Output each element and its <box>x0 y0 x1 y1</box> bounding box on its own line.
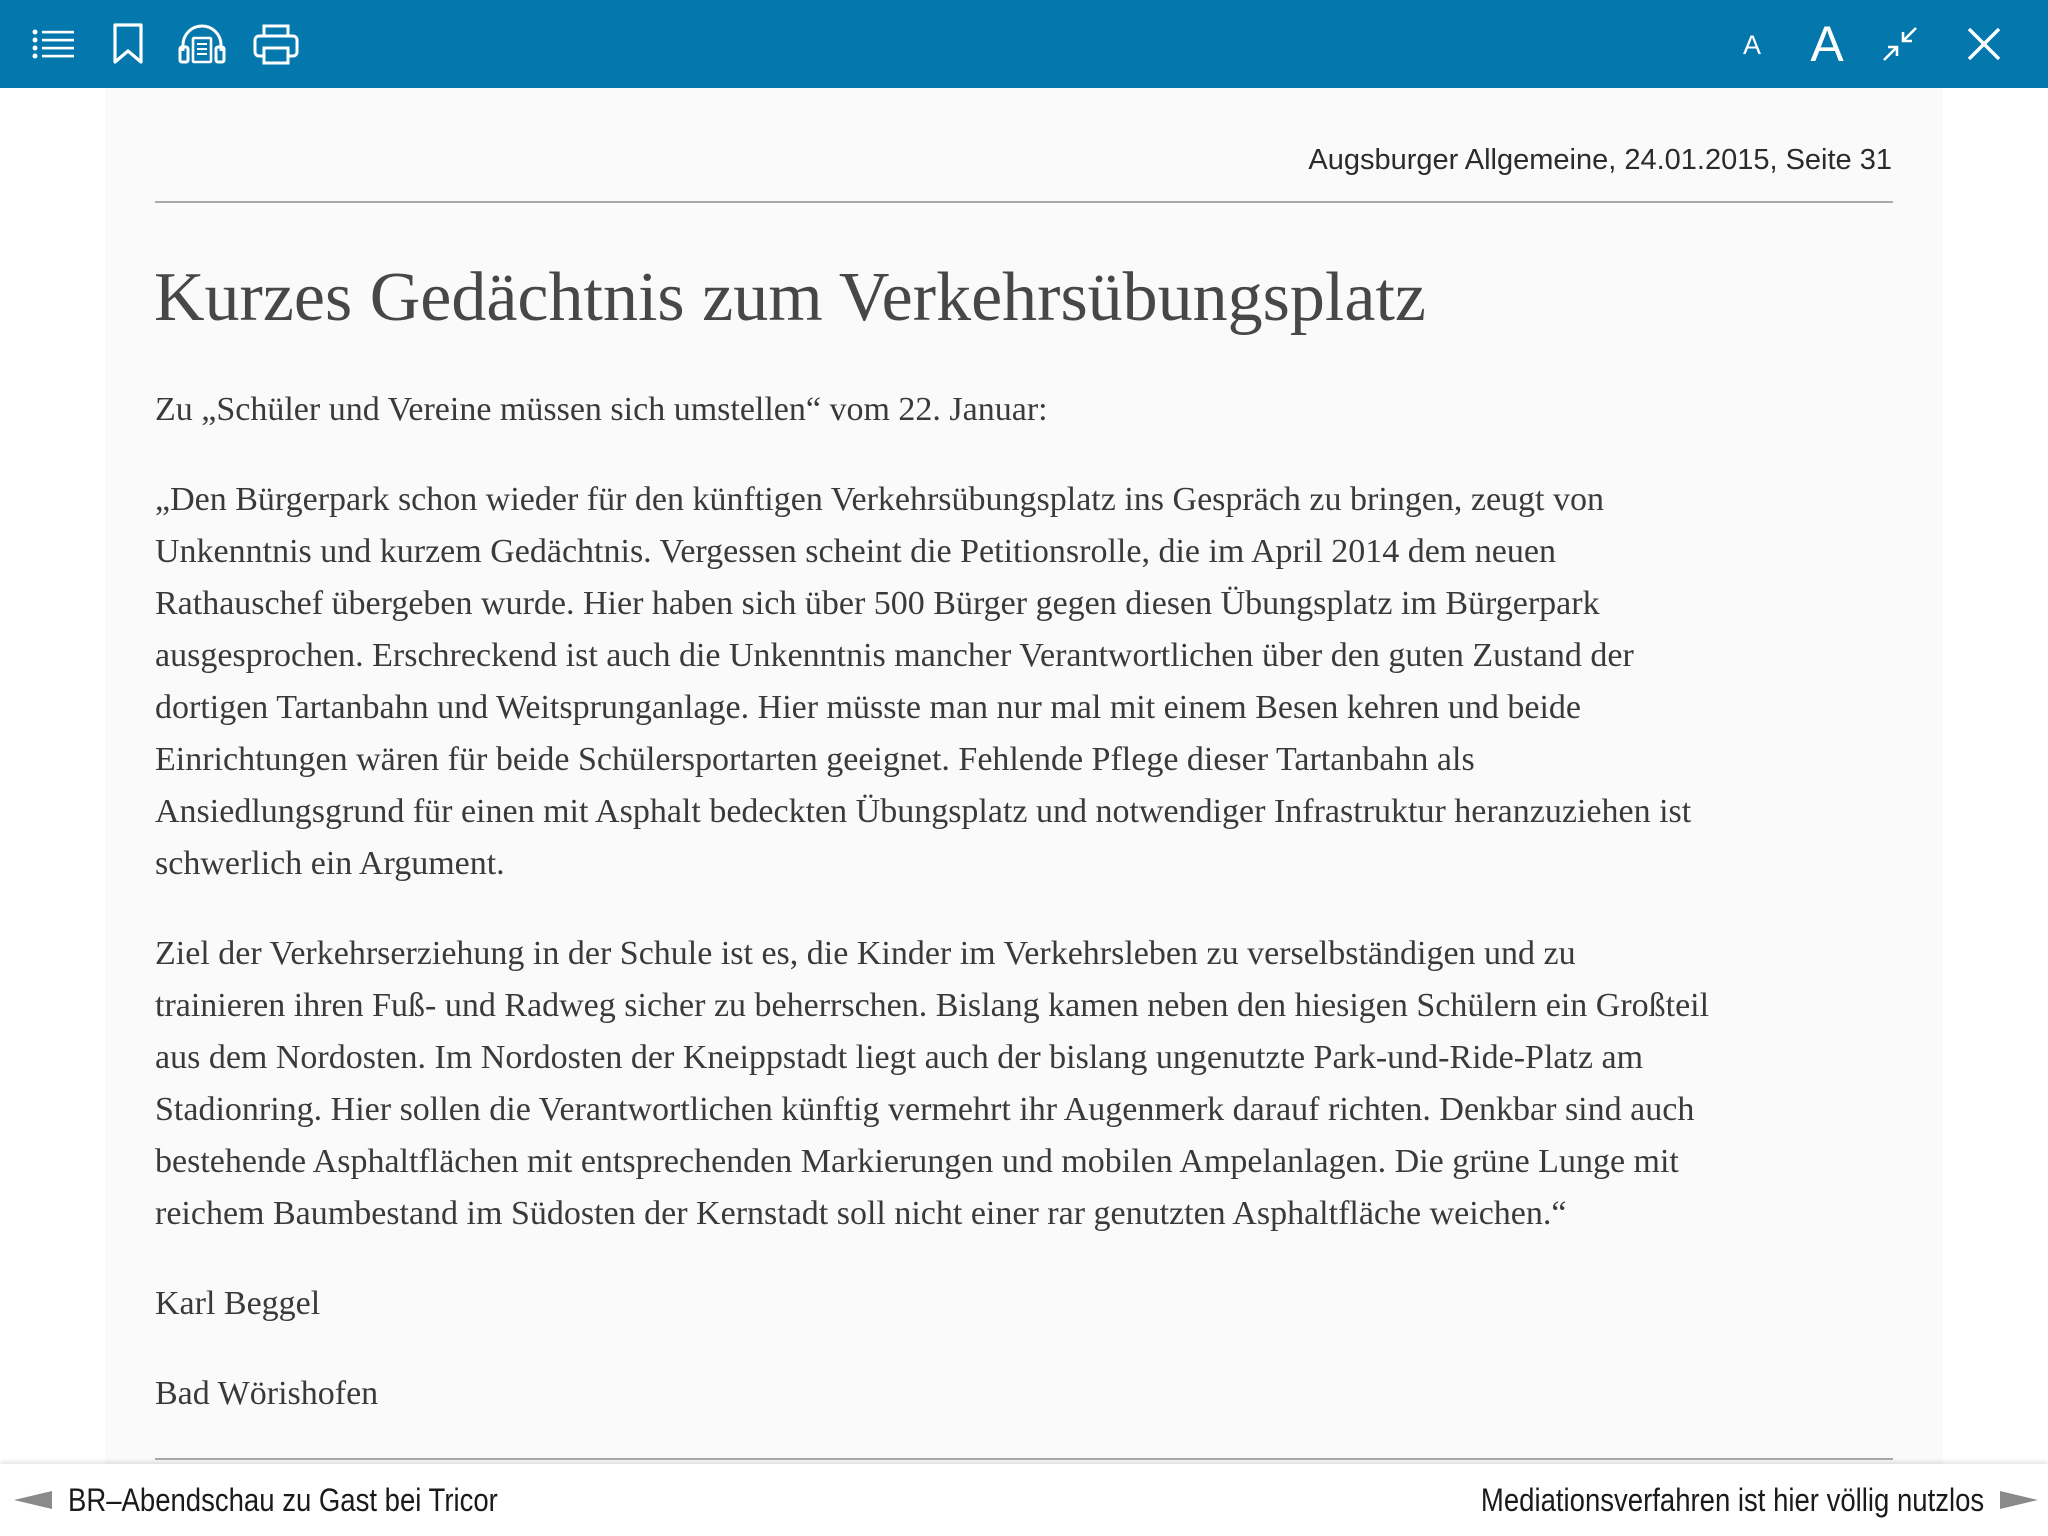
article-location: Bad Wörishofen <box>155 1375 379 1412</box>
next-article-link[interactable] <box>1399 1474 2038 1526</box>
article-panel <box>105 88 1943 1464</box>
decrease-font-button[interactable]: A <box>1742 30 1761 60</box>
headphones-icon[interactable] <box>172 14 232 74</box>
article-intro: Zu „Schüler und Vereine müssen sich umstellen“ vom 22. Januar: <box>155 391 1048 428</box>
previous-article-link[interactable] <box>14 1474 568 1526</box>
article-headline: Kurzes Gedächtnis zum Verkehrsübungsplatz <box>154 259 1426 336</box>
article-body <box>155 384 1895 1458</box>
article-paragraph-1: „Den Bürgerpark schon wieder für den künftigen Verkehrsübungsplatz ins Gespräch zu bringen, zeugt von Unkenntnis und kurzem Gedächtnis. Vergessen scheint die Petitionsrolle, die im April 2014 dem neuen Rathauschef übergeben wurde. Hier haben sich über 500 Bürger gegen diesen Übungsplatz im Bürgerpark ausgesprochen. Erschreckend ist auch die Unkenntnis mancher Verantwortlichen über den guten Zustand der dortigen Tartanbahn und Weitsprunganlage. Hier müsste man nur mal mit einem Besen kehren und beide Einrichtungen wären für beide Schülersportarten geeignet. Fehlende Pflege dieser Tartanbahn als Ansiedlungsgrund für einen mit Asphalt bedeckten Übungsplatz und notwendiger Infrastruktur heranzuziehen ist schwerlich ein Argument. <box>155 481 1692 882</box>
article-author: Karl Beggel <box>155 1285 321 1322</box>
previous-article-title: BR–Abendschau zu Gast bei Tricor <box>68 1481 498 1518</box>
print-icon[interactable] <box>246 14 306 74</box>
close-icon[interactable] <box>1954 14 2014 74</box>
article-source: Augsburger Allgemeine, 24.01.2015, Seite 31 <box>1308 144 1892 176</box>
bookmark-icon[interactable] <box>98 14 158 74</box>
arrow-right-icon <box>2000 1489 2038 1511</box>
list-icon[interactable] <box>24 14 84 74</box>
divider-top <box>155 201 1893 203</box>
increase-font-button[interactable]: A <box>1810 16 1844 72</box>
top-toolbar <box>0 0 2048 88</box>
collapse-icon[interactable] <box>1870 14 1930 74</box>
article-paragraph-2: Ziel der Verkehrserziehung in der Schule ist es, die Kinder im Verkehrsleben zu verselbständigen und zu trainieren ihren Fuß- und Radweg sicher zu beherrschen. Bislang kamen neben den hiesigen Schülern ein Großteil aus dem Nordosten. Im Nordosten der Kneippstadt liegt auch der bislang ungenutzte Park-und-Ride-Platz am Stadionring. Hier sollen die Verantwortlichen künftig vermehrt ihr Augenmerk darauf richten. Denkbar sind auch bestehende Asphaltflächen mit entsprechenden Markierungen und mobilen Ampelanlagen. Die grüne Lunge mit reichem Baumbestand im Südosten der Kernstadt soll nicht einer rar genutzten Asphaltfläche weichen.“ <box>155 935 1710 1232</box>
next-article-title: Mediationsverfahren ist hier völlig nutzlos <box>1480 1481 1984 1518</box>
article-navigation-bar <box>0 1464 2048 1536</box>
divider-bottom <box>155 1458 1893 1460</box>
arrow-left-icon <box>14 1489 52 1511</box>
